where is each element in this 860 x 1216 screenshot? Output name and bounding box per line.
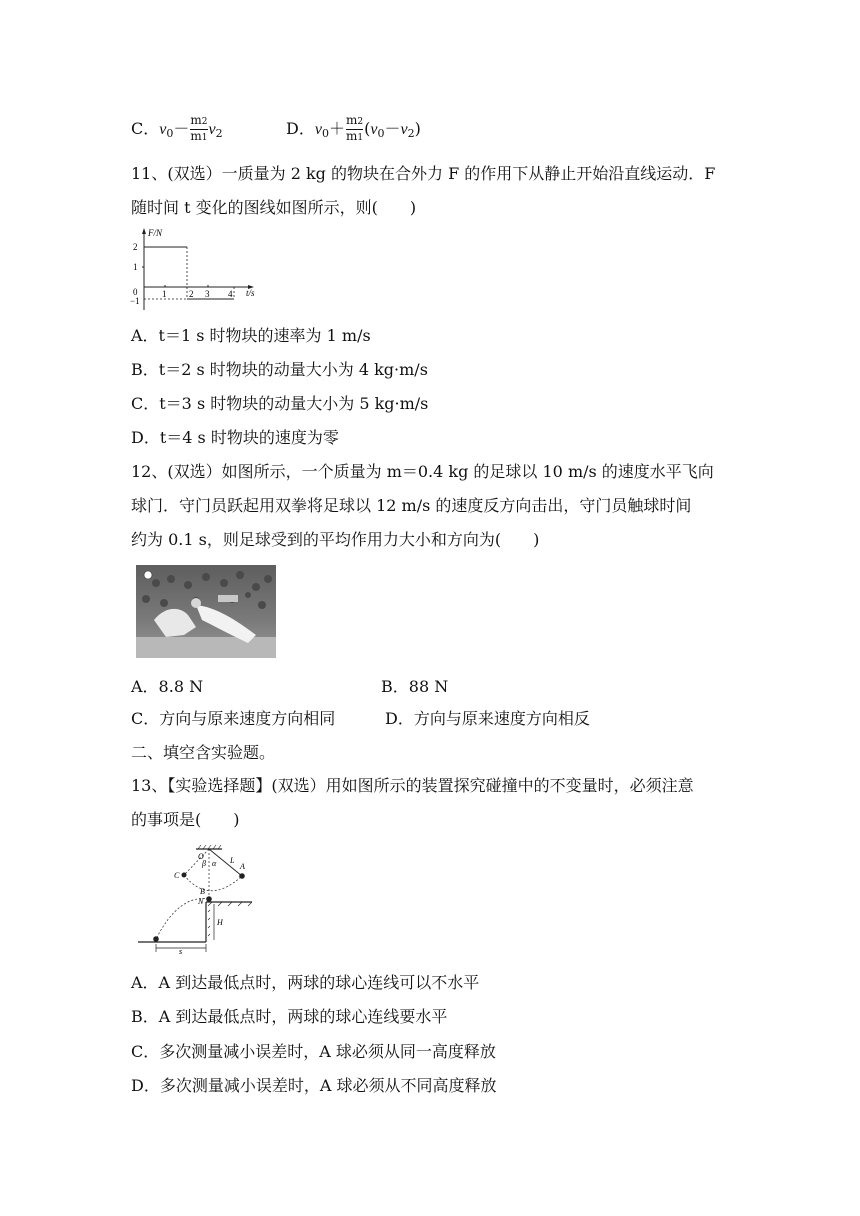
- x-axis-label: t/s: [246, 288, 255, 298]
- q11-option-b: B．t＝2 s 时物块的动量大小为 4 kg·m/s: [131, 360, 428, 379]
- paren: ): [414, 119, 421, 138]
- collision-apparatus-diagram: [134, 844, 258, 954]
- label-beta: β: [202, 859, 206, 868]
- var-v: v: [208, 121, 216, 138]
- goalkeeper-photo: [136, 565, 276, 658]
- q11-option-c: C．t＝3 s 时物块的动量大小为 5 kg·m/s: [131, 394, 429, 413]
- x-tick-label: 2: [189, 289, 194, 299]
- q12-option-b: B．88 N: [381, 677, 449, 696]
- label-b: B: [200, 887, 205, 896]
- table-hatch: [208, 902, 252, 936]
- q11-stem-line1: 11、(双选）一质量为 2 kg 的物块在合外力 F 的作用下从静止开始沿直线运动．F: [131, 164, 716, 183]
- label-c: C: [174, 871, 180, 880]
- q11-stem-line2: 随时间 t 变化的图线如图所示，则( ): [131, 198, 417, 217]
- q12-stem-line2: 球门．守门员跃起用双拳将足球以 12 m/s 的速度反方向击出，守门员触球时间: [131, 496, 692, 515]
- swing-arc: [184, 875, 242, 891]
- section-heading: 二、填空含实验题。: [131, 743, 276, 762]
- option-label: C．: [131, 119, 160, 138]
- q13-option-d: D．多次测量减小误差时，A 球必须从不同高度释放: [131, 1076, 497, 1095]
- label-alpha: α: [212, 859, 217, 868]
- banner: [218, 595, 238, 602]
- goalkeeper-head: [191, 598, 201, 608]
- football: [144, 571, 152, 579]
- x-tick-label: 3: [205, 289, 210, 299]
- m2: m: [345, 113, 358, 127]
- var-v: v: [370, 121, 378, 138]
- label-h: H: [217, 918, 223, 927]
- x-tick-label: 4: [228, 289, 233, 299]
- var-v: v: [400, 121, 408, 138]
- label-o: O: [198, 852, 204, 861]
- q12-option-c: C．方向与原来速度方向相同: [131, 709, 336, 728]
- label-l: L: [230, 856, 235, 865]
- ball-landing: [153, 936, 159, 942]
- ball-a: [239, 873, 245, 879]
- q13-option-b: B．A 到达最低点时，两球的球心连线要水平: [131, 1007, 448, 1026]
- y-axis-label: F/N: [148, 228, 163, 238]
- option-label: D．: [286, 119, 315, 138]
- q12-stem-line1: 12、(双选）如图所示，一个质量为 m＝0.4 kg 的足球以 10 m/s 的速度水平飞向: [131, 462, 714, 481]
- var-v: v: [159, 121, 167, 138]
- pitch: [136, 637, 276, 658]
- m1: m: [345, 129, 358, 143]
- y-tick-label: −1: [130, 296, 140, 306]
- var-v: v: [314, 121, 322, 138]
- q13-option-a: A．A 到达最低点时，两球的球心连线可以不水平: [131, 973, 480, 992]
- q12-stem-line3: 约为 0.1 s，则足球受到的平均作用力大小和方向为( ): [131, 530, 540, 549]
- plus-sign: ＋: [328, 119, 345, 138]
- paren: (: [364, 119, 371, 138]
- y-tick-label: 0: [133, 287, 138, 297]
- m2: m: [190, 113, 202, 127]
- m1: m: [190, 129, 202, 143]
- y-tick-label: 1: [133, 262, 138, 272]
- m1-sub: 1: [201, 133, 208, 143]
- label-a: A: [240, 862, 245, 871]
- y-axis-arrow: [142, 228, 146, 234]
- m2-sub: 2: [201, 117, 208, 127]
- subscript: 2: [215, 127, 223, 140]
- q13-option-c: C．多次测量减小误差时，A 球必须从同一高度释放: [131, 1042, 496, 1061]
- y-tick-label: 2: [133, 242, 138, 252]
- m1-sub: 1: [357, 133, 364, 143]
- subscript: 0: [377, 127, 385, 140]
- label-s: s: [179, 947, 183, 954]
- q13-stem-line1: 13、【实验选择题】(双选）用如图所示的装置探究碰撞中的不变量时，必须注意: [131, 776, 694, 795]
- subscript: 0: [166, 127, 174, 140]
- q13-stem-line2: 的事项是( ): [131, 810, 240, 829]
- q11-option-d: D．t＝4 s 时物块的速度为零: [131, 428, 339, 447]
- minus-sign: －: [173, 119, 190, 138]
- fraction-m2-m1: [190, 114, 207, 145]
- q10-option-d: [286, 114, 421, 146]
- label-n: N: [198, 897, 204, 906]
- x-tick-label: 1: [162, 289, 167, 299]
- subscript: 2: [407, 127, 415, 140]
- q10-option-c: [131, 114, 223, 146]
- q11-option-a: A．t＝1 s 时物块的速率为 1 m/s: [131, 326, 371, 345]
- minus-sign: －: [384, 119, 401, 138]
- m2-sub: 2: [357, 117, 364, 127]
- force-time-graph: [128, 226, 262, 316]
- fraction-m2-m1: [346, 114, 363, 145]
- q12-option-a: A．8.8 N: [131, 677, 204, 696]
- subscript: 0: [321, 127, 329, 140]
- q12-option-d: D．方向与原来速度方向相反: [385, 709, 590, 728]
- ball-c: [182, 873, 187, 878]
